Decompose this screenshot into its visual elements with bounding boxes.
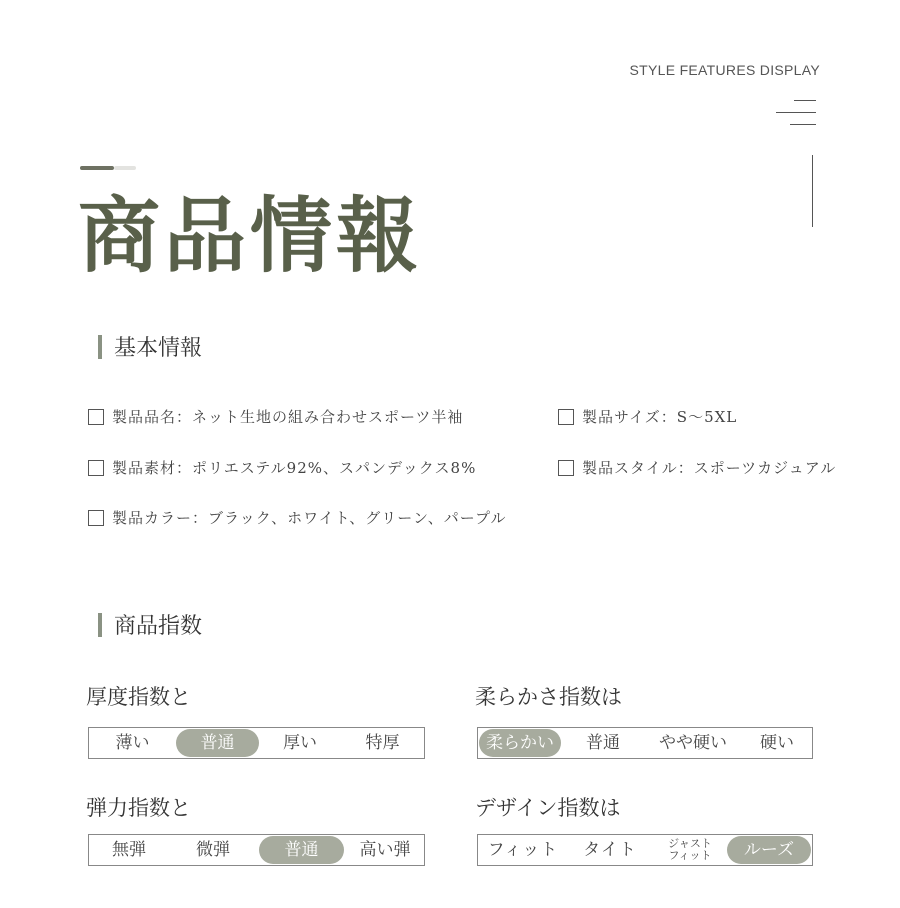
- checkbox-icon: [88, 460, 104, 476]
- section-heading-text: 商品指数: [114, 614, 203, 639]
- info-item-product-style: 製品スタイル：スポーツカジュアル: [558, 458, 836, 478]
- scale-option: 高い弾: [359, 840, 411, 860]
- info-item-product-color: 製品カラー：ブラック、ホワイト、グリーン、パープル: [88, 508, 506, 528]
- design-scale: [477, 834, 813, 866]
- info-item-product-size: 製品サイズ：S～5XL: [558, 407, 737, 427]
- section-heading-text: 基本情報: [114, 336, 203, 361]
- scale-option: 厚い: [283, 733, 317, 753]
- checkbox-icon: [88, 510, 104, 526]
- style-features-label: STYLE FEATURES DISPLAY: [629, 62, 820, 78]
- scale-option: 無弾: [112, 840, 146, 860]
- scale-option: 特厚: [365, 733, 400, 753]
- scale-option: タイト: [583, 840, 637, 860]
- design-index-title: デザイン指数は: [475, 796, 621, 820]
- scale-option-selected: 普通: [284, 840, 319, 860]
- heading-bar: [98, 335, 102, 359]
- scale-option: やや硬い: [659, 733, 727, 753]
- scale-option: 普通: [586, 733, 620, 753]
- info-item-product-material: 製品素材：ポリエステル92%、スパンデックス8%: [88, 458, 476, 478]
- decorative-vertical-line: [812, 155, 813, 227]
- checkbox-icon: [558, 460, 574, 476]
- heading-bar: [98, 613, 102, 637]
- page-title: 商品情報: [78, 189, 423, 284]
- decorative-line: [794, 100, 816, 101]
- title-accent-bar-light: [114, 166, 136, 170]
- title-accent-bar: [80, 166, 114, 170]
- section-heading-index: [98, 613, 202, 640]
- checkbox-icon: [88, 409, 104, 425]
- scale-option-selected: 柔らかい: [486, 733, 554, 753]
- section-heading-basic-info: [98, 335, 202, 362]
- scale-option: 微弾: [196, 840, 230, 860]
- elasticity-scale: [88, 834, 425, 866]
- scale-option: 薄い: [115, 733, 150, 753]
- softness-index-title: 柔らかさ指数は: [475, 685, 622, 709]
- softness-scale: [477, 727, 813, 759]
- scale-option: 硬い: [760, 733, 794, 753]
- scale-option: フィット: [487, 840, 559, 860]
- scale-option-selected: ルーズ: [743, 840, 795, 860]
- scale-option: ジャスト フィット: [668, 837, 712, 862]
- info-item-product-name: 製品品名：ネット生地の組み合わせスポーツ半袖: [88, 407, 463, 427]
- elasticity-index-title: 弾力指数と: [86, 796, 191, 820]
- decorative-line: [776, 112, 816, 113]
- thickness-scale: [88, 727, 425, 759]
- thickness-index-title: 厚度指数と: [86, 685, 191, 709]
- checkbox-icon: [558, 409, 574, 425]
- scale-option-selected: 普通: [200, 733, 235, 753]
- decorative-line: [790, 124, 816, 125]
